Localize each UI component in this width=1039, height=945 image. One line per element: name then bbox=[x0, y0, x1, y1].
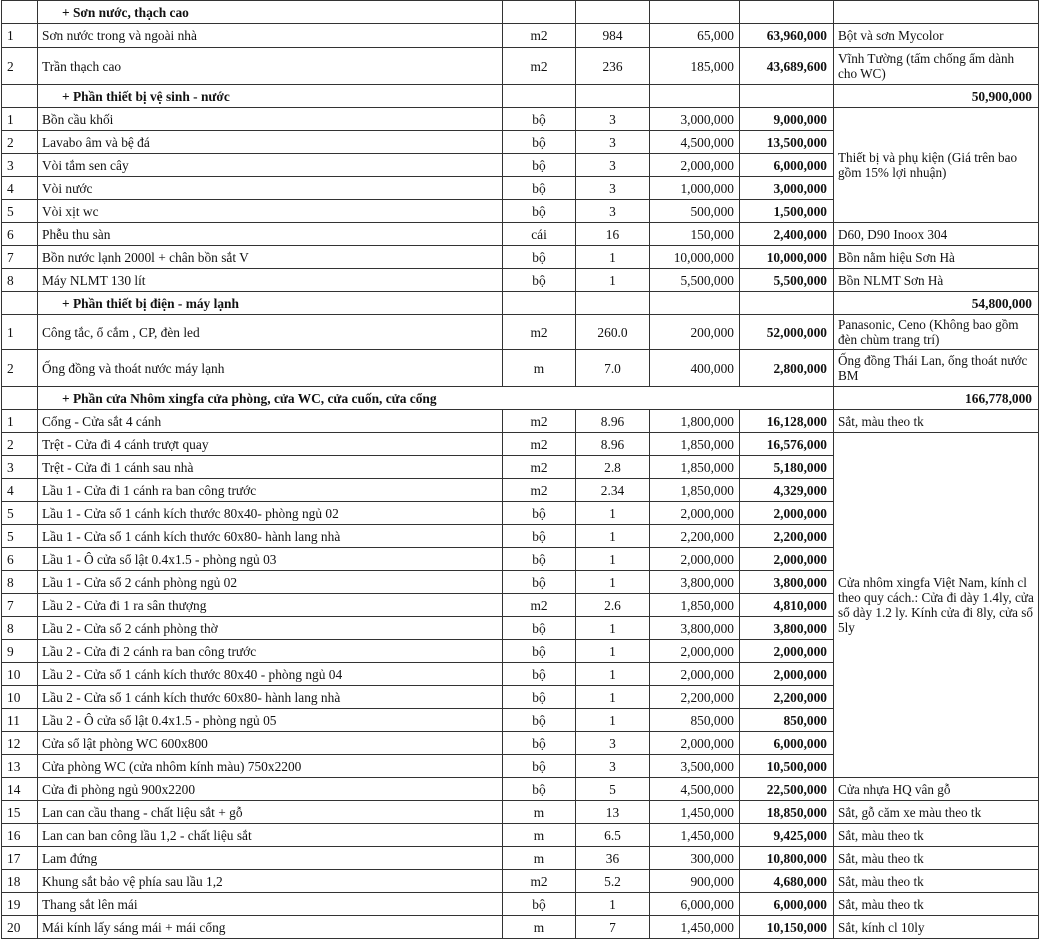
row-total: 9,000,000 bbox=[740, 108, 834, 131]
row-unit-price: 2,200,000 bbox=[650, 686, 740, 709]
row-quantity: 3 bbox=[576, 755, 650, 778]
row-unit-price: 2,000,000 bbox=[650, 154, 740, 177]
row-quantity: 3 bbox=[576, 154, 650, 177]
row-unit-price: 400,000 bbox=[650, 350, 740, 387]
row-quantity: 5 bbox=[576, 778, 650, 801]
row-description: Bồn cầu khối bbox=[38, 108, 503, 131]
table-row: 8 Máy NLMT 130 lít bộ 1 5,500,000 5,500,000 Bồn NLMT Sơn Hà bbox=[2, 269, 1039, 292]
row-quantity: 7.0 bbox=[576, 350, 650, 387]
row-description: Lầu 2 - Cửa sổ 1 cánh kích thước 60x80- hành lang nhà bbox=[38, 686, 503, 709]
row-note: Bồn NLMT Sơn Hà bbox=[834, 269, 1039, 292]
row-description: Trần thạch cao bbox=[38, 48, 503, 85]
row-total: 43,689,600 bbox=[740, 48, 834, 85]
table-row: 5 Lầu 1 - Cửa sổ 1 cánh kích thước 80x40- phòng ngủ 02 bộ 1 2,000,000 2,000,000 bbox=[2, 502, 1039, 525]
row-description: Lan can ban công lầu 1,2 - chất liệu sắt bbox=[38, 824, 503, 847]
row-total: 1,500,000 bbox=[740, 200, 834, 223]
row-unit: m bbox=[503, 350, 576, 387]
row-unit: bộ bbox=[503, 154, 576, 177]
row-unit-price: 2,000,000 bbox=[650, 548, 740, 571]
table-row: 4 Vòi nước bộ 3 1,000,000 3,000,000 bbox=[2, 177, 1039, 200]
row-quantity: 6.5 bbox=[576, 824, 650, 847]
row-unit: bộ bbox=[503, 131, 576, 154]
row-quantity: 236 bbox=[576, 48, 650, 85]
row-quantity: 5.2 bbox=[576, 870, 650, 893]
section-subtotal: 50,900,000 bbox=[834, 85, 1039, 108]
row-quantity: 984 bbox=[576, 24, 650, 48]
table-row: 17 Lam đứng m 36 300,000 10,800,000 Sắt, màu theo tk bbox=[2, 847, 1039, 870]
row-note: Ống đồng Thái Lan, ống thoát nước BM bbox=[834, 350, 1039, 387]
table-row: 8 Lầu 2 - Cửa sổ 2 cánh phòng thờ bộ 1 3,800,000 3,800,000 bbox=[2, 617, 1039, 640]
row-total: 2,200,000 bbox=[740, 525, 834, 548]
row-description: Công tắc, ổ cắm , CP, đèn led bbox=[38, 315, 503, 350]
table-row: 2 Trệt - Cửa đi 4 cánh trượt quay m2 8.96 1,850,000 16,576,000 Cửa nhôm xingfa Việt Nam, kính cl theo quy cách.: Cửa đi dày 1.4ly, cửa sổ dày 1.2 ly. Kính cửa đi 8ly, cửa sổ 5ly bbox=[2, 433, 1039, 456]
row-total: 4,329,000 bbox=[740, 479, 834, 502]
row-total: 2,800,000 bbox=[740, 350, 834, 387]
row-note: Sắt, màu theo tk bbox=[834, 847, 1039, 870]
merged-note-doors: Cửa nhôm xingfa Việt Nam, kính cl theo quy cách.: Cửa đi dày 1.4ly, cửa sổ dày 1.2 ly. Kính cửa đi 8ly, cửa sổ 5ly bbox=[834, 433, 1039, 778]
row-total: 3,800,000 bbox=[740, 571, 834, 594]
row-description: Lam đứng bbox=[38, 847, 503, 870]
row-quantity: 1 bbox=[576, 269, 650, 292]
row-description: Lầu 1 - Cửa sổ 1 cánh kích thước 60x80- hành lang nhà bbox=[38, 525, 503, 548]
table-row: 15 Lan can cầu thang - chất liệu sắt + gỗ m 13 1,450,000 18,850,000 Sắt, gỗ căm xe màu theo tk bbox=[2, 801, 1039, 824]
row-quantity: 13 bbox=[576, 801, 650, 824]
table-row: 16 Lan can ban công lầu 1,2 - chất liệu sắt m 6.5 1,450,000 9,425,000 Sắt, màu theo tk bbox=[2, 824, 1039, 847]
row-description: Phễu thu sàn bbox=[38, 223, 503, 246]
table-row: 6 Phễu thu sàn cái 16 150,000 2,400,000 D60, D90 Inoox 304 bbox=[2, 223, 1039, 246]
row-unit: cái bbox=[503, 223, 576, 246]
table-row: 7 Bồn nước lạnh 2000l + chân bồn sắt V bộ 1 10,000,000 10,000,000 Bồn nằm hiệu Sơn Hà bbox=[2, 246, 1039, 269]
merged-note-sanitary: Thiết bị và phụ kiện (Giá trên bao gồm 15% lợi nhuận) bbox=[834, 108, 1039, 223]
row-note: Bột và sơn Mycolor bbox=[834, 24, 1039, 48]
row-quantity: 1 bbox=[576, 502, 650, 525]
row-total: 6,000,000 bbox=[740, 893, 834, 916]
table-row: 5 Lầu 1 - Cửa sổ 1 cánh kích thước 60x80- hành lang nhà bộ 1 2,200,000 2,200,000 bbox=[2, 525, 1039, 548]
section-header-electrical bbox=[2, 292, 1039, 315]
row-unit-price: 1,450,000 bbox=[650, 824, 740, 847]
row-unit-price: 1,450,000 bbox=[650, 916, 740, 939]
row-unit: bộ bbox=[503, 200, 576, 223]
row-unit: m bbox=[503, 916, 576, 939]
row-total: 2,000,000 bbox=[740, 663, 834, 686]
row-total: 4,810,000 bbox=[740, 594, 834, 617]
row-total: 2,000,000 bbox=[740, 502, 834, 525]
row-description: Lầu 2 - Ô cửa sổ lật 0.4x1.5 - phòng ngủ 05 bbox=[38, 709, 503, 732]
section-header-paint bbox=[2, 1, 1039, 24]
row-note: Sắt, màu theo tk bbox=[834, 893, 1039, 916]
row-description: Lầu 2 - Cửa sổ 2 cánh phòng thờ bbox=[38, 617, 503, 640]
row-unit-price: 10,000,000 bbox=[650, 246, 740, 269]
row-unit: bộ bbox=[503, 571, 576, 594]
table-row: 10 Lầu 2 - Cửa sổ 1 cánh kích thước 60x80- hành lang nhà bộ 1 2,200,000 2,200,000 bbox=[2, 686, 1039, 709]
table-row: 1 Công tắc, ổ cắm , CP, đèn led m2 260.0 200,000 52,000,000 Panasonic, Ceno (Không bao gồm đèn chùm trang trí) bbox=[2, 315, 1039, 350]
row-unit: bộ bbox=[503, 663, 576, 686]
row-description: Bồn nước lạnh 2000l + chân bồn sắt V bbox=[38, 246, 503, 269]
row-quantity: 1 bbox=[576, 893, 650, 916]
row-total: 3,800,000 bbox=[740, 617, 834, 640]
row-description: Cửa sổ lật phòng WC 600x800 bbox=[38, 732, 503, 755]
row-unit: bộ bbox=[503, 177, 576, 200]
table-row: 7 Lầu 2 - Cửa đi 1 ra sân thượng m2 2.6 1,850,000 4,810,000 bbox=[2, 594, 1039, 617]
row-description: Lầu 1 - Cửa sổ 1 cánh kích thước 80x40- phòng ngủ 02 bbox=[38, 502, 503, 525]
row-quantity: 1 bbox=[576, 571, 650, 594]
row-description: Sơn nước trong và ngoài nhà bbox=[38, 24, 503, 48]
row-unit: bộ bbox=[503, 640, 576, 663]
row-unit: bộ bbox=[503, 108, 576, 131]
row-unit: bộ bbox=[503, 617, 576, 640]
table-row: 19 Thang sắt lên mái bộ 1 6,000,000 6,000,000 Sắt, màu theo tk bbox=[2, 893, 1039, 916]
row-unit-price: 1,000,000 bbox=[650, 177, 740, 200]
row-note: Sắt, màu theo tk bbox=[834, 824, 1039, 847]
row-total: 2,000,000 bbox=[740, 640, 834, 663]
row-total: 6,000,000 bbox=[740, 732, 834, 755]
row-unit-price: 1,850,000 bbox=[650, 433, 740, 456]
row-unit: bộ bbox=[503, 502, 576, 525]
row-unit-price: 4,500,000 bbox=[650, 778, 740, 801]
row-quantity: 1 bbox=[576, 663, 650, 686]
row-unit: bộ bbox=[503, 709, 576, 732]
row-description: Cổng - Cửa sắt 4 cánh bbox=[38, 410, 503, 433]
row-quantity: 1 bbox=[576, 525, 650, 548]
row-total: 3,000,000 bbox=[740, 177, 834, 200]
row-total: 63,960,000 bbox=[740, 24, 834, 48]
row-quantity: 36 bbox=[576, 847, 650, 870]
row-description: Lầu 2 - Cửa đi 2 cánh ra ban công trước bbox=[38, 640, 503, 663]
table-row: 18 Khung sắt bảo vệ phía sau lầu 1,2 m2 5.2 900,000 4,680,000 Sắt, màu theo tk bbox=[2, 870, 1039, 893]
row-quantity: 1 bbox=[576, 686, 650, 709]
row-total: 10,800,000 bbox=[740, 847, 834, 870]
row-total: 16,128,000 bbox=[740, 410, 834, 433]
row-unit-price: 2,000,000 bbox=[650, 732, 740, 755]
row-description: Lầu 2 - Cửa sổ 1 cánh kích thước 80x40 - phòng ngủ 04 bbox=[38, 663, 503, 686]
section-header-sanitary bbox=[2, 85, 1039, 108]
row-unit: bộ bbox=[503, 548, 576, 571]
row-description: Vòi tắm sen cây bbox=[38, 154, 503, 177]
row-note: Panasonic, Ceno (Không bao gồm đèn chùm trang trí) bbox=[834, 315, 1039, 350]
row-unit: m2 bbox=[503, 24, 576, 48]
row-unit-price: 5,500,000 bbox=[650, 269, 740, 292]
row-note: Sắt, kính cl 10ly bbox=[834, 916, 1039, 939]
row-note: Sắt, màu theo tk bbox=[834, 410, 1039, 433]
row-total: 4,680,000 bbox=[740, 870, 834, 893]
row-unit-price: 300,000 bbox=[650, 847, 740, 870]
cost-estimate-table bbox=[1, 0, 1039, 939]
table-row: 1 Cổng - Cửa sắt 4 cánh m2 8.96 1,800,000 16,128,000 Sắt, màu theo tk bbox=[2, 410, 1039, 433]
row-unit: m2 bbox=[503, 410, 576, 433]
row-unit-price: 2,000,000 bbox=[650, 502, 740, 525]
row-description: Cửa phòng WC (cửa nhôm kính màu) 750x2200 bbox=[38, 755, 503, 778]
row-unit-price: 3,800,000 bbox=[650, 617, 740, 640]
section-title: + Phần cửa Nhôm xingfa cửa phòng, cửa WC, cửa cuốn, cửa cổng bbox=[38, 387, 834, 410]
row-unit: bộ bbox=[503, 778, 576, 801]
row-description: Cửa đi phòng ngủ 900x2200 bbox=[38, 778, 503, 801]
row-description: Lầu 1 - Cửa sổ 2 cánh phòng ngủ 02 bbox=[38, 571, 503, 594]
row-unit-price: 2,000,000 bbox=[650, 640, 740, 663]
table-row: 20 Mái kính lấy sáng mái + mái cổng m 7 1,450,000 10,150,000 Sắt, kính cl 10ly bbox=[2, 916, 1039, 939]
row-total: 18,850,000 bbox=[740, 801, 834, 824]
table-row: 5 Vòi xịt wc bộ 3 500,000 1,500,000 bbox=[2, 200, 1039, 223]
row-quantity: 1 bbox=[576, 246, 650, 269]
row-total: 850,000 bbox=[740, 709, 834, 732]
row-total: 16,576,000 bbox=[740, 433, 834, 456]
row-quantity: 260.0 bbox=[576, 315, 650, 350]
row-unit-price: 150,000 bbox=[650, 223, 740, 246]
table-row: 3 Trệt - Cửa đi 1 cánh sau nhà m2 2.8 1,850,000 5,180,000 bbox=[2, 456, 1039, 479]
row-unit: bộ bbox=[503, 732, 576, 755]
row-total: 5,180,000 bbox=[740, 456, 834, 479]
row-unit-price: 185,000 bbox=[650, 48, 740, 85]
row-unit: bộ bbox=[503, 893, 576, 916]
row-quantity: 7 bbox=[576, 916, 650, 939]
row-unit-price: 1,850,000 bbox=[650, 479, 740, 502]
row-unit: m2 bbox=[503, 456, 576, 479]
row-description: Vòi nước bbox=[38, 177, 503, 200]
row-description: Khung sắt bảo vệ phía sau lầu 1,2 bbox=[38, 870, 503, 893]
row-quantity: 1 bbox=[576, 709, 650, 732]
row-total: 52,000,000 bbox=[740, 315, 834, 350]
row-total: 2,200,000 bbox=[740, 686, 834, 709]
section-title: + Phần thiết bị điện - máy lạnh bbox=[38, 292, 503, 315]
row-unit: m2 bbox=[503, 870, 576, 893]
row-unit-price: 1,850,000 bbox=[650, 594, 740, 617]
table-row: 1 Sơn nước trong và ngoài nhà m2 984 65,000 63,960,000 Bột và sơn Mycolor bbox=[2, 24, 1039, 48]
table-row: 8 Lầu 1 - Cửa sổ 2 cánh phòng ngủ 02 bộ 1 3,800,000 3,800,000 bbox=[2, 571, 1039, 594]
row-unit-price: 3,000,000 bbox=[650, 108, 740, 131]
row-unit: m2 bbox=[503, 433, 576, 456]
row-quantity: 3 bbox=[576, 732, 650, 755]
table-row: 12 Cửa sổ lật phòng WC 600x800 bộ 3 2,000,000 6,000,000 bbox=[2, 732, 1039, 755]
row-note: Cửa nhựa HQ vân gỗ bbox=[834, 778, 1039, 801]
row-description: Vòi xịt wc bbox=[38, 200, 503, 223]
row-quantity: 2.34 bbox=[576, 479, 650, 502]
section-no-cell bbox=[2, 1, 38, 24]
row-total: 2,400,000 bbox=[740, 223, 834, 246]
row-quantity: 8.96 bbox=[576, 433, 650, 456]
table-row: 2 Lavabo âm và bệ đá bộ 3 4,500,000 13,500,000 bbox=[2, 131, 1039, 154]
row-unit-price: 1,450,000 bbox=[650, 801, 740, 824]
row-unit-price: 3,800,000 bbox=[650, 571, 740, 594]
row-quantity: 1 bbox=[576, 548, 650, 571]
section-title: + Sơn nước, thạch cao bbox=[38, 1, 503, 24]
row-unit-price: 500,000 bbox=[650, 200, 740, 223]
row-unit: bộ bbox=[503, 755, 576, 778]
section-title: + Phần thiết bị vệ sinh - nước bbox=[38, 85, 503, 108]
row-description: Trệt - Cửa đi 1 cánh sau nhà bbox=[38, 456, 503, 479]
table-row: 4 Lầu 1 - Cửa đi 1 cánh ra ban công trước m2 2.34 1,850,000 4,329,000 bbox=[2, 479, 1039, 502]
row-description: Mái kính lấy sáng mái + mái cổng bbox=[38, 916, 503, 939]
table-row: 3 Vòi tắm sen cây bộ 3 2,000,000 6,000,000 bbox=[2, 154, 1039, 177]
row-quantity: 1 bbox=[576, 617, 650, 640]
row-description: Lầu 2 - Cửa đi 1 ra sân thượng bbox=[38, 594, 503, 617]
row-unit-price: 1,800,000 bbox=[650, 410, 740, 433]
row-total: 10,500,000 bbox=[740, 755, 834, 778]
row-unit: m2 bbox=[503, 315, 576, 350]
row-unit-price: 2,000,000 bbox=[650, 663, 740, 686]
row-unit: bộ bbox=[503, 269, 576, 292]
row-description: Lầu 1 - Ô cửa sổ lật 0.4x1.5 - phòng ngủ 03 bbox=[38, 548, 503, 571]
table-row: 9 Lầu 2 - Cửa đi 2 cánh ra ban công trước bộ 1 2,000,000 2,000,000 bbox=[2, 640, 1039, 663]
table-row: 6 Lầu 1 - Ô cửa sổ lật 0.4x1.5 - phòng ngủ 03 bộ 1 2,000,000 2,000,000 bbox=[2, 548, 1039, 571]
row-unit: bộ bbox=[503, 686, 576, 709]
row-unit: m bbox=[503, 801, 576, 824]
row-description: Trệt - Cửa đi 4 cánh trượt quay bbox=[38, 433, 503, 456]
table-row: 10 Lầu 2 - Cửa sổ 1 cánh kích thước 80x40 - phòng ngủ 04 bộ 1 2,000,000 2,000,000 bbox=[2, 663, 1039, 686]
row-unit-price: 1,850,000 bbox=[650, 456, 740, 479]
row-quantity: 3 bbox=[576, 131, 650, 154]
row-unit-price: 4,500,000 bbox=[650, 131, 740, 154]
row-total: 13,500,000 bbox=[740, 131, 834, 154]
row-total: 22,500,000 bbox=[740, 778, 834, 801]
row-description: Thang sắt lên mái bbox=[38, 893, 503, 916]
section-subtotal: 166,778,000 bbox=[834, 387, 1039, 410]
row-total: 10,000,000 bbox=[740, 246, 834, 269]
section-header-doors bbox=[2, 387, 1039, 410]
row-total: 5,500,000 bbox=[740, 269, 834, 292]
row-quantity: 3 bbox=[576, 108, 650, 131]
table-row: 14 Cửa đi phòng ngủ 900x2200 bộ 5 4,500,000 22,500,000 Cửa nhựa HQ vân gỗ bbox=[2, 778, 1039, 801]
row-unit-price: 200,000 bbox=[650, 315, 740, 350]
row-quantity: 3 bbox=[576, 177, 650, 200]
row-description: Lavabo âm và bệ đá bbox=[38, 131, 503, 154]
row-description: Lan can cầu thang - chất liệu sắt + gỗ bbox=[38, 801, 503, 824]
row-unit-price: 3,500,000 bbox=[650, 755, 740, 778]
row-total: 10,150,000 bbox=[740, 916, 834, 939]
table-row: 2 Ống đồng và thoát nước máy lạnh m 7.0 400,000 2,800,000 Ống đồng Thái Lan, ống thoát nước BM bbox=[2, 350, 1039, 387]
row-total: 2,000,000 bbox=[740, 548, 834, 571]
row-description: Máy NLMT 130 lít bbox=[38, 269, 503, 292]
row-unit-price: 2,200,000 bbox=[650, 525, 740, 548]
row-quantity: 2.6 bbox=[576, 594, 650, 617]
row-unit-price: 850,000 bbox=[650, 709, 740, 732]
row-unit: m2 bbox=[503, 48, 576, 85]
row-note: Vĩnh Tường (tấm chống ẩm dành cho WC) bbox=[834, 48, 1039, 85]
row-unit: m bbox=[503, 847, 576, 870]
row-note: D60, D90 Inoox 304 bbox=[834, 223, 1039, 246]
row-note: Bồn nằm hiệu Sơn Hà bbox=[834, 246, 1039, 269]
row-unit-price: 65,000 bbox=[650, 24, 740, 48]
row-unit: m2 bbox=[503, 479, 576, 502]
row-quantity: 3 bbox=[576, 200, 650, 223]
section-subtotal: 54,800,000 bbox=[834, 292, 1039, 315]
table-row: 1 Bồn cầu khối bộ 3 3,000,000 9,000,000 Thiết bị và phụ kiện (Giá trên bao gồm 15% lợi nhuận) bbox=[2, 108, 1039, 131]
row-unit: m2 bbox=[503, 594, 576, 617]
row-quantity: 16 bbox=[576, 223, 650, 246]
section-subtotal bbox=[834, 1, 1039, 24]
row-total: 6,000,000 bbox=[740, 154, 834, 177]
table-row: 2 Trần thạch cao m2 236 185,000 43,689,600 Vĩnh Tường (tấm chống ẩm dành cho WC) bbox=[2, 48, 1039, 85]
table-row: 13 Cửa phòng WC (cửa nhôm kính màu) 750x2200 bộ 3 3,500,000 10,500,000 bbox=[2, 755, 1039, 778]
table-row: 11 Lầu 2 - Ô cửa sổ lật 0.4x1.5 - phòng ngủ 05 bộ 1 850,000 850,000 bbox=[2, 709, 1039, 732]
row-note: Sắt, màu theo tk bbox=[834, 870, 1039, 893]
row-quantity: 8.96 bbox=[576, 410, 650, 433]
row-total: 9,425,000 bbox=[740, 824, 834, 847]
row-quantity: 2.8 bbox=[576, 456, 650, 479]
row-unit: bộ bbox=[503, 246, 576, 269]
row-unit: bộ bbox=[503, 525, 576, 548]
row-description: Ống đồng và thoát nước máy lạnh bbox=[38, 350, 503, 387]
row-unit-price: 900,000 bbox=[650, 870, 740, 893]
row-unit: m bbox=[503, 824, 576, 847]
row-unit-price: 6,000,000 bbox=[650, 893, 740, 916]
row-quantity: 1 bbox=[576, 640, 650, 663]
row-description: Lầu 1 - Cửa đi 1 cánh ra ban công trước bbox=[38, 479, 503, 502]
row-note: Sắt, gỗ căm xe màu theo tk bbox=[834, 801, 1039, 824]
